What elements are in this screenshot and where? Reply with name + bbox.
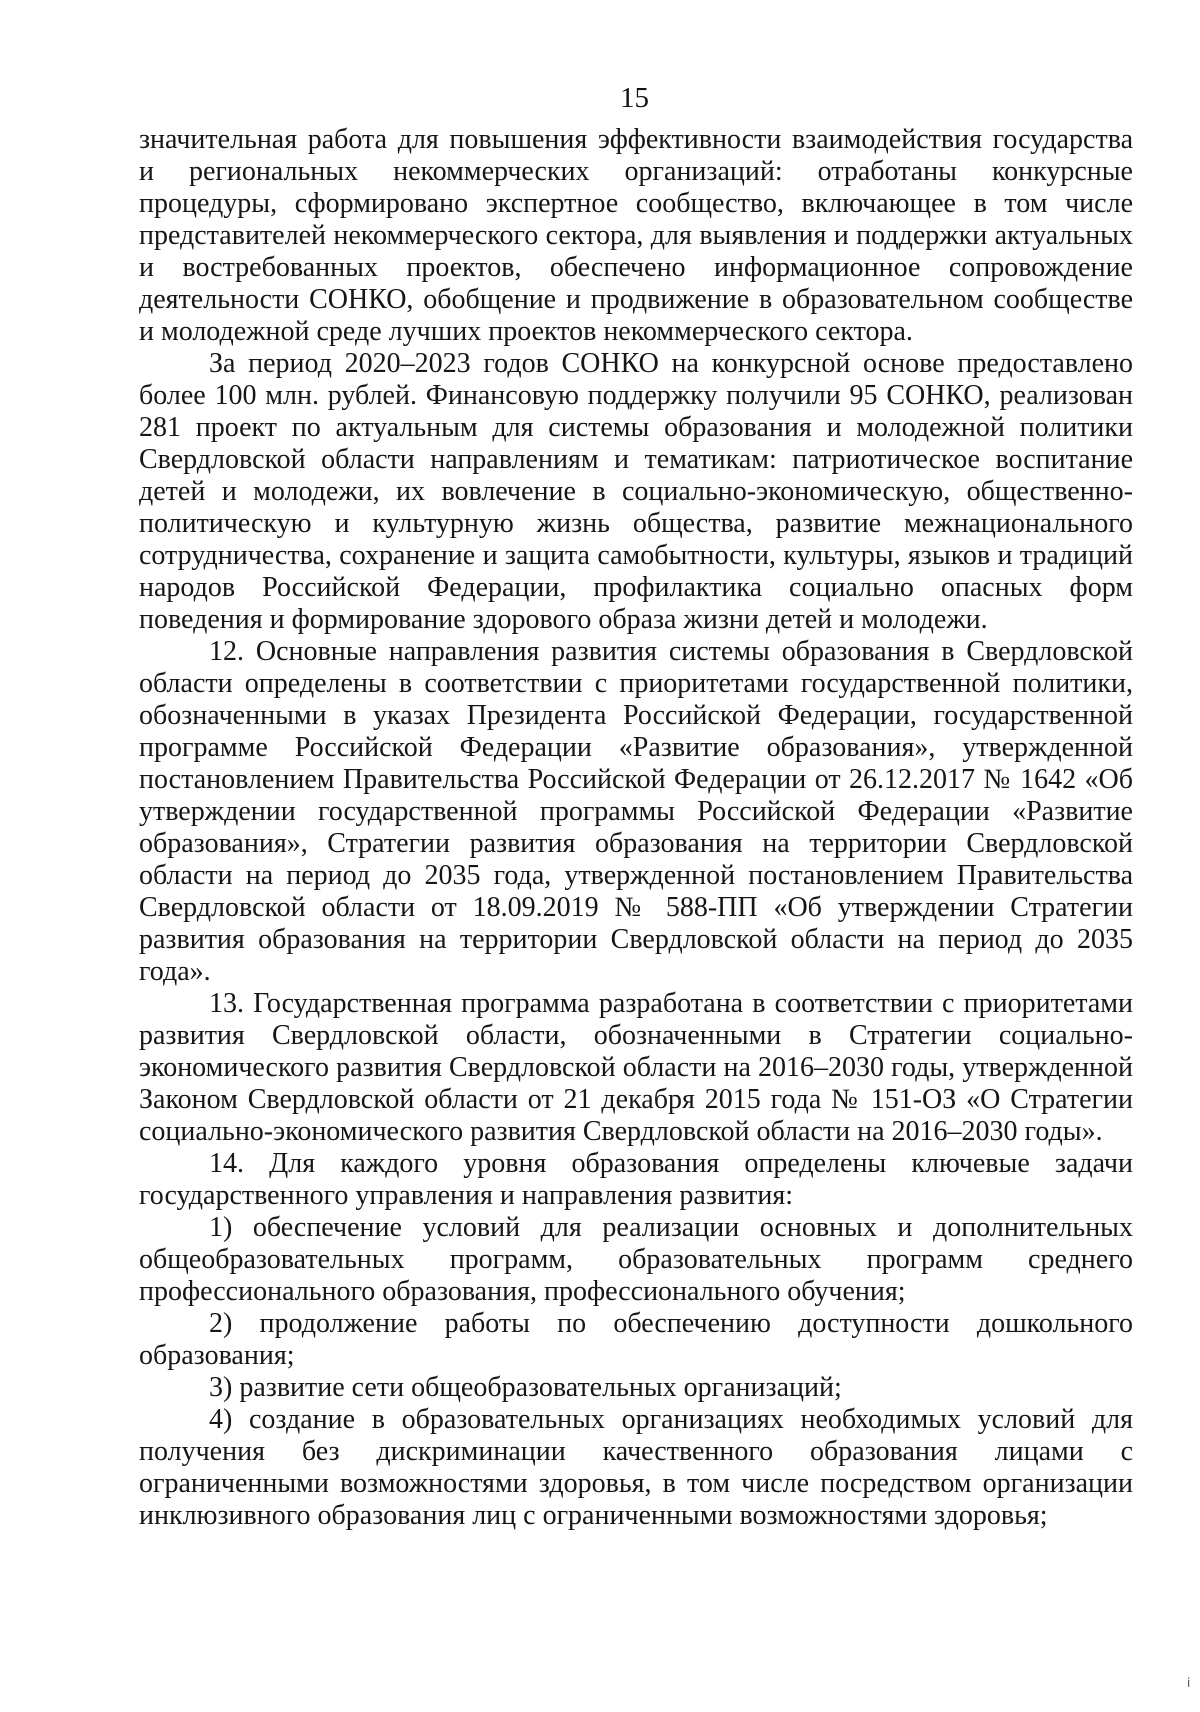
paragraph-item-14: 14. Для каждого уровня образования определены ключевые задачи государственного управления и направления развития: bbox=[139, 1148, 1133, 1211]
paragraph-continuation: значительная работа для повышения эффективности взаимодействия государства и региональных некоммерческих организаций: отработаны конкурсные процедуры, сформировано экспертное сообщество, включающее в том числе представителей некоммерческого сектора, для выявления и поддержки актуальных и востребованных проектов, обеспечено информационное сопровождение деятельности СОНКО, обобщение и продвижение в образовательном сообществе и молодежной среде лучших проектов некоммерческого сектора. bbox=[139, 124, 1133, 347]
list-item-4: 4) создание в образовательных организациях необходимых условий для получения без дискриминации качественного образования лицами с ограниченными возможностями здоровья, в том числе посредством организации инклюзивного образования лиц с ограниченными возможностями здоровья; bbox=[139, 1404, 1133, 1531]
paragraph-sonko-funding: За период 2020–2023 годов СОНКО на конкурсной основе предоставлено более 100 млн. рублей. Финансовую поддержку получили 95 СОНКО, реализован 281 проект по актуальным для системы образования и молодежной политики Свердловской области направлениям и тематикам: патриотическое воспитание детей и молодежи, их вовлечение в социально-экономическую, общественно-политическую и культурную жизнь общества, развитие межнационального сотрудничества, сохранение и защита самобытности, культуры, языков и традиций народов Российской Федерации, профилактика социально опасных форм поведения и формирование здорового образа жизни детей и молодежи. bbox=[139, 348, 1133, 635]
list-item-2: 2) продолжение работы по обеспечению доступности дошкольного образования; bbox=[139, 1308, 1133, 1371]
list-item-1: 1) обеспечение условий для реализации основных и дополнительных общеобразовательных программ, образовательных программ среднего профессионального образования, профессионального обучения; bbox=[139, 1212, 1133, 1307]
paragraph-item-12: 12. Основные направления развития системы образования в Свердловской области определены в соответствии с приоритетами государственной политики, обозначенными в указах Президента Российской Федерации, государственной программе Российской Федерации «Развитие образования», утвержденной постановлением Правительства Российской Федерации от 26.12.2017 № 1642 «Об утверждении государственной программы Российской Федерации «Развитие образования», Стратегии развития образования на территории Свердловской области на период до 2035 года, утвержденной постановлением Правительства Свердловской области от 18.09.2019 № 588-ПП «Об утверждении Стратегии развития образования на территории Свердловской области на период до 2035 года». bbox=[139, 636, 1133, 987]
list-item-3: 3) развитие сети общеобразовательных организаций; bbox=[209, 1372, 842, 1403]
page-number: 15 bbox=[620, 82, 649, 114]
scan-margin-mark: i bbox=[1187, 1676, 1191, 1690]
paragraph-item-13: 13. Государственная программа разработана в соответствии с приоритетами развития Свердловской области, обозначенными в Стратегии социально-экономического развития Свердловской области на 2016–2030 годы, утвержденной Законом Свердловской области от 21 декабря 2015 года № 151-ОЗ «О Стратегии социально-экономического развития Свердловской области на 2016–2030 годы». bbox=[139, 988, 1133, 1147]
document-body bbox=[139, 124, 1133, 1532]
